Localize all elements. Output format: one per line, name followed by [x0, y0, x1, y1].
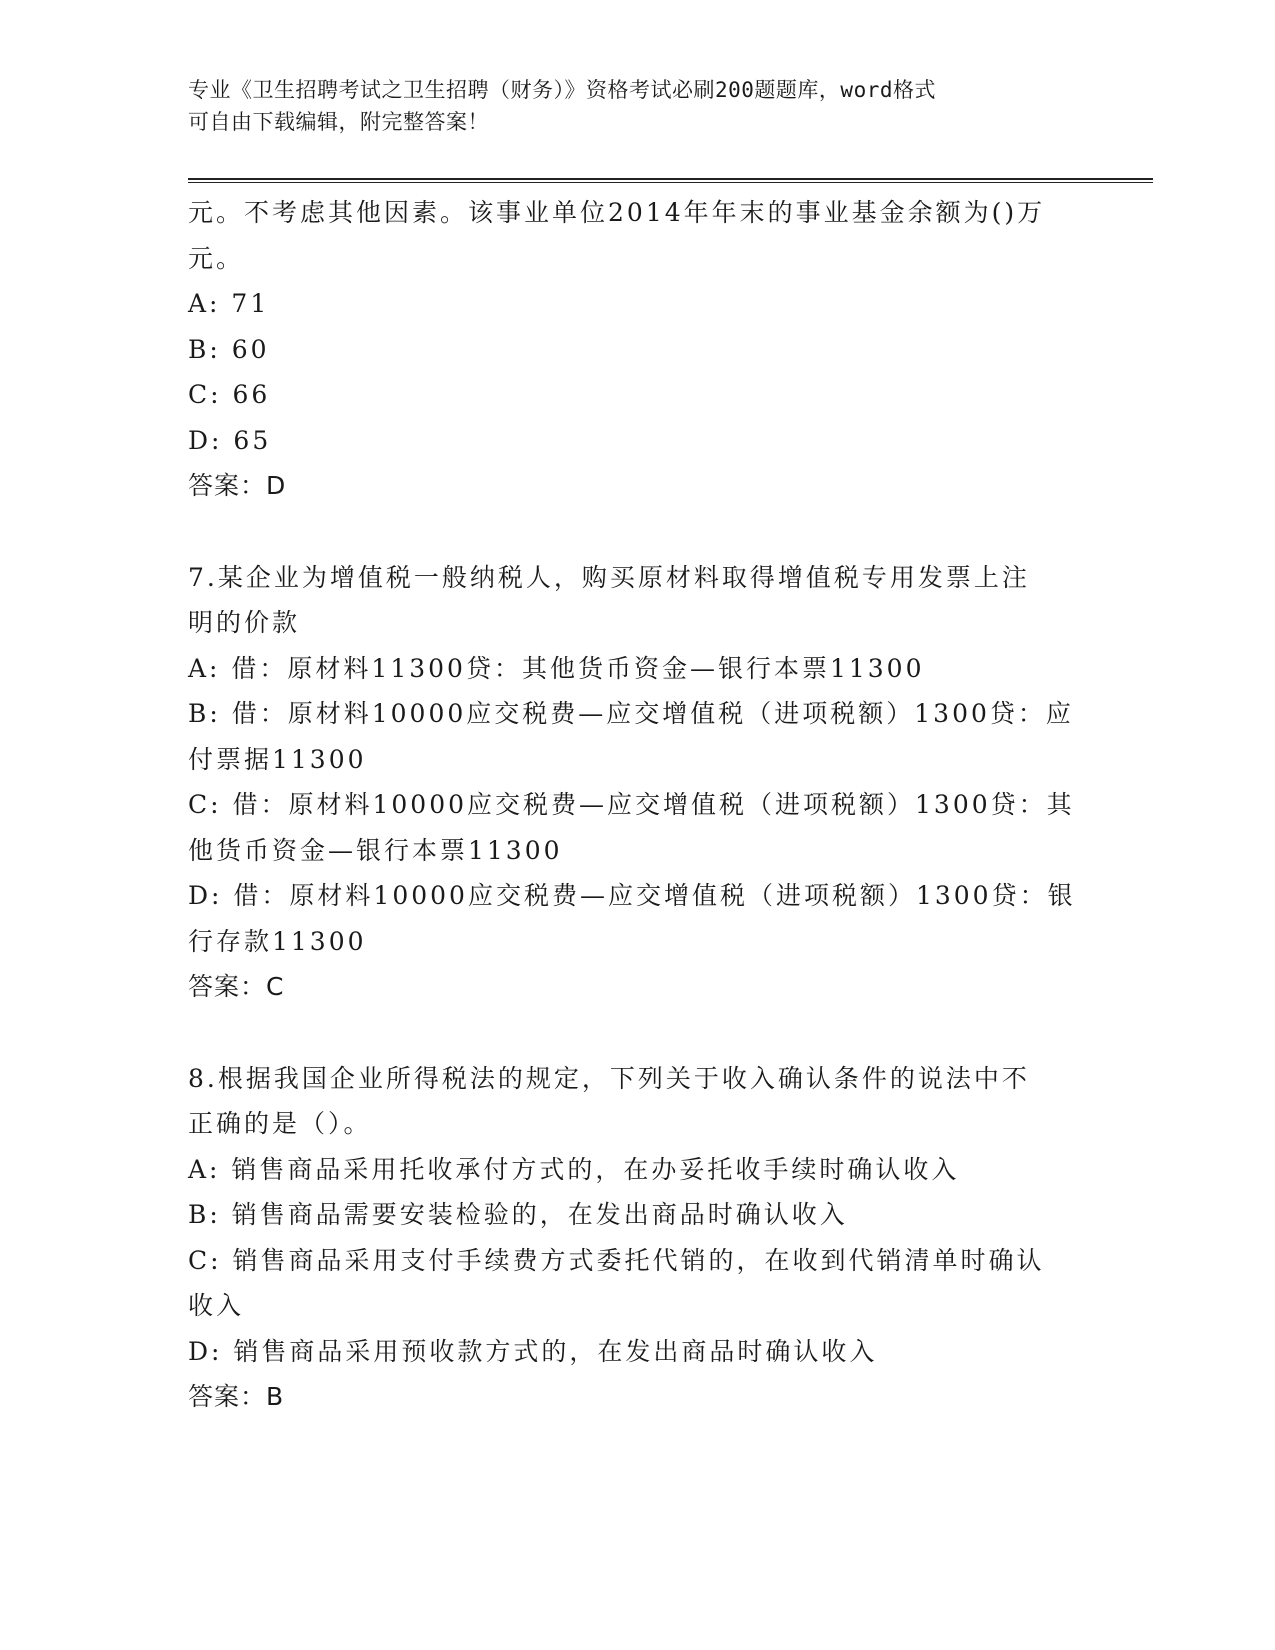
answer-label: 答案：D [188, 471, 287, 500]
option-d: D: 65 [188, 425, 272, 455]
question-stem-line: 元。不考虑其他因素。该事业单位2014年年末的事业基金余额为()万 [188, 198, 1046, 227]
option-b-continued: 付票据11300 [188, 744, 367, 774]
option-c-continued: 他货币资金—银行本票11300 [188, 835, 563, 865]
option-d: D: 借：原材料10000应交税费—应交增值税（进项税额）1300贷：银 [188, 881, 1076, 910]
question-6 [188, 190, 1088, 509]
question-stem-line: 正确的是（）。 [188, 1109, 372, 1138]
question-7 [188, 555, 1088, 1010]
option-d-continued: 行存款11300 [188, 926, 367, 956]
question-stem-line: 8.根据我国企业所得税法的规定，下列关于收入确认条件的说法中不 [188, 1063, 1030, 1093]
question-list [188, 190, 1088, 1420]
option-a: A: 71 [188, 289, 270, 318]
option-c-continued: 收入 [188, 1291, 245, 1320]
header-divider [188, 178, 1153, 183]
question-8 [188, 1056, 1088, 1420]
answer-label: 答案：B [188, 1382, 285, 1411]
option-c: C: 借：原材料10000应交税费—应交增值税（进项税额）1300贷：其 [188, 790, 1075, 819]
option-d: D: 销售商品采用预收款方式的，在发出商品时确认收入 [188, 1336, 878, 1366]
spacer [188, 509, 1088, 555]
option-b: B: 借：原材料10000应交税费—应交增值税（进项税额）1300贷：应 [188, 699, 1074, 728]
option-a: A: 销售商品采用托收承付方式的，在办妥托收手续时确认收入 [188, 1154, 960, 1184]
header-title-line-2: 可自由下载编辑，附完整答案！ [188, 110, 489, 134]
spacer [188, 1010, 1088, 1056]
question-stem-line: 明的价款 [188, 608, 301, 637]
question-stem-line: 7.某企业为增值税一般纳税人，购买原材料取得增值税专用发票上注 [188, 562, 1030, 592]
document-header [188, 74, 1068, 138]
answer-label: 答案：C [188, 972, 285, 1001]
option-a: A: 借：原材料11300贷：其他货币资金—银行本票11300 [188, 653, 925, 683]
question-stem-line: 元。 [188, 243, 245, 273]
option-b: B: 60 [188, 334, 270, 364]
option-c: C: 销售商品采用支付手续费方式委托代销的，在收到代销清单时确认 [188, 1245, 1045, 1275]
option-b: B: 销售商品需要安装检验的，在发出商品时确认收入 [188, 1200, 848, 1229]
option-c: C: 66 [188, 380, 271, 409]
header-title-line-1: 专业《卫生招聘考试之卫生招聘（财务）》资格考试必刷200题题库，word格式 [188, 78, 936, 102]
